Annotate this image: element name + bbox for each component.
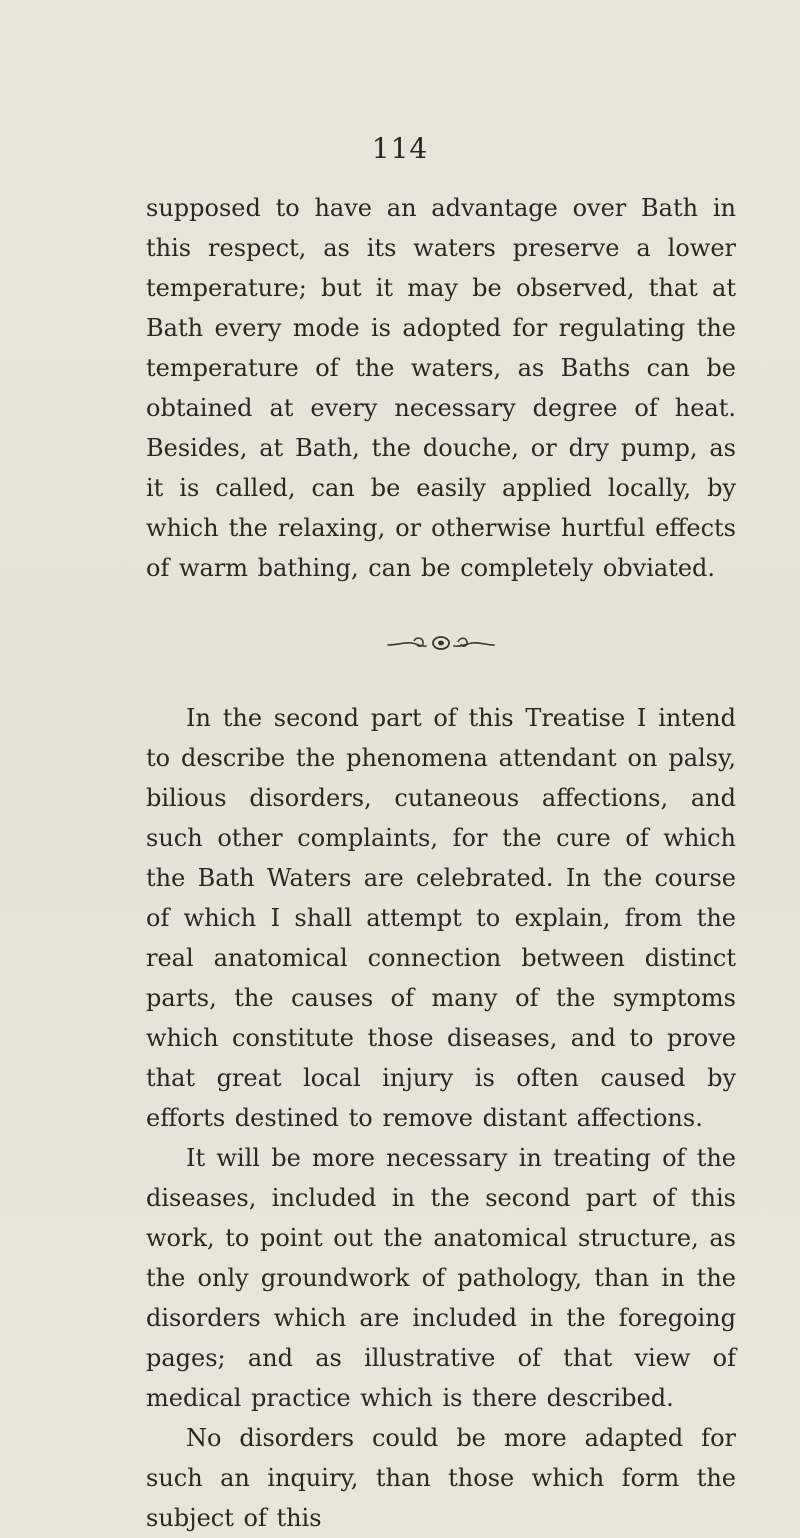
printers-ornament-icon bbox=[146, 588, 736, 698]
body-text bbox=[146, 188, 736, 1538]
ornament-flourish-icon bbox=[386, 633, 496, 653]
paragraph-bath-comparison: supposed to have an advantage over Bath in this respect, as its waters preserve a lower temperature; but it may be observed, that at Bath every mode is adopted for regulating the temperature of the waters, as Baths can be obtained at every necessary degree of heat. Besides, at Bath, the douche, or dry pump, as it is called, can be easily applied locally, by which the relaxing, or otherwise hurtful effects of warm bathing, can be completely obviated. bbox=[146, 194, 736, 582]
paragraph-disorders-inquiry: No disorders could be more adapted for such an inquiry, than those which form the subject of this bbox=[146, 1424, 736, 1532]
page-number: 114 bbox=[371, 132, 429, 165]
paragraph-second-part: In the second part of this Treatise I intend to describe the phenomena attendant on palsy, bilious disorders, cutaneous affections, and such other complaints, for the cure of which the Bath Waters are celebrated. In the course of which I shall attempt to explain, from the real anatomical connection between distinct parts, the causes of many of the symptoms which constitute those diseases, and to prove that great local injury is often caused by efforts destined to remove distant affections. bbox=[146, 704, 736, 1132]
paragraph-anatomical-structure: It will be more necessary in treating of the diseases, included in the second part of this work, to point out the anatomical structure, as the only groundwork of pathology, than in the disorders which are included in the foregoing pages; and as illustrative of that view of medical practice which is there described. bbox=[146, 1144, 736, 1412]
